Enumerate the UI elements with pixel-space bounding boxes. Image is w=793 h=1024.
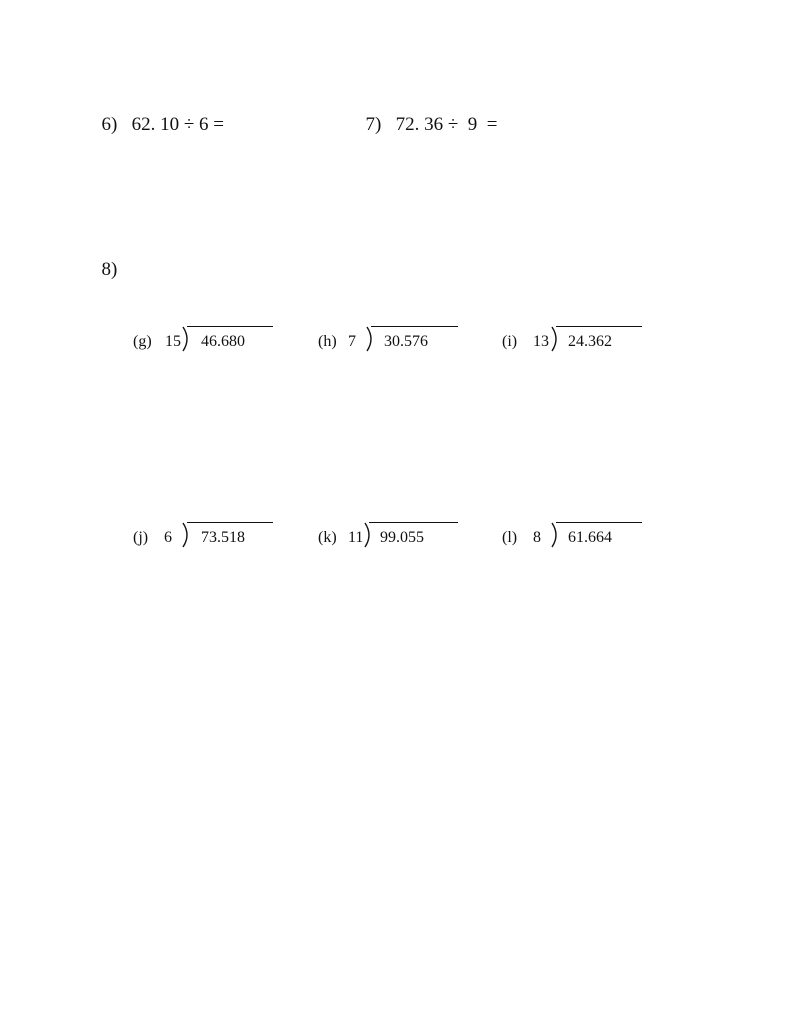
long-division-dividend: 46.680 xyxy=(201,333,245,350)
division-bracket-icon xyxy=(551,326,561,352)
division-bracket-icon xyxy=(364,522,374,548)
problem-6-expression: 62. 10 ÷ 6 = xyxy=(131,114,224,135)
long-division-dividend: 24.362 xyxy=(568,333,612,350)
vinculum-line xyxy=(556,326,642,327)
problem-7-number: 7) xyxy=(365,114,382,135)
long-division-label: (h) xyxy=(318,333,337,350)
problem-7 xyxy=(356,96,497,134)
problem-6-number: 6) xyxy=(101,114,118,135)
long-division-l xyxy=(502,522,647,562)
problem-7-expression: 72. 36 ÷ 9 = xyxy=(395,114,498,135)
long-division-divisor: 15 xyxy=(165,333,181,350)
long-division-divisor: 13 xyxy=(533,333,549,350)
problem-8 xyxy=(92,241,117,279)
vinculum-line xyxy=(556,522,642,523)
long-division-label: (i) xyxy=(502,333,518,350)
long-division-label: (k) xyxy=(318,529,337,546)
division-bracket-icon xyxy=(366,326,376,352)
long-division-i xyxy=(502,326,647,366)
vinculum-line xyxy=(187,522,273,523)
long-division-divisor: 6 xyxy=(164,529,172,546)
long-division-dividend: 61.664 xyxy=(568,529,612,546)
problem-6 xyxy=(92,96,224,134)
long-division-j xyxy=(133,522,278,562)
long-division-dividend: 99.055 xyxy=(380,529,424,546)
long-division-dividend: 73.518 xyxy=(201,529,245,546)
division-bracket-icon xyxy=(182,326,192,352)
long-division-label: (l) xyxy=(502,529,518,546)
vinculum-line xyxy=(187,326,273,327)
vinculum-line xyxy=(369,522,458,523)
long-division-dividend: 30.576 xyxy=(384,333,428,350)
long-division-g xyxy=(133,326,278,366)
division-bracket-icon xyxy=(182,522,192,548)
long-division-h xyxy=(318,326,463,366)
long-division-label: (j) xyxy=(133,529,149,546)
long-division-divisor: 7 xyxy=(348,333,356,350)
long-division-label: (g) xyxy=(133,333,152,350)
vinculum-line xyxy=(371,326,458,327)
problem-8-number: 8) xyxy=(101,259,118,280)
long-division-divisor: 8 xyxy=(533,529,541,546)
long-division-divisor: 11 xyxy=(348,529,364,546)
division-bracket-icon xyxy=(551,522,561,548)
long-division-k xyxy=(318,522,463,562)
